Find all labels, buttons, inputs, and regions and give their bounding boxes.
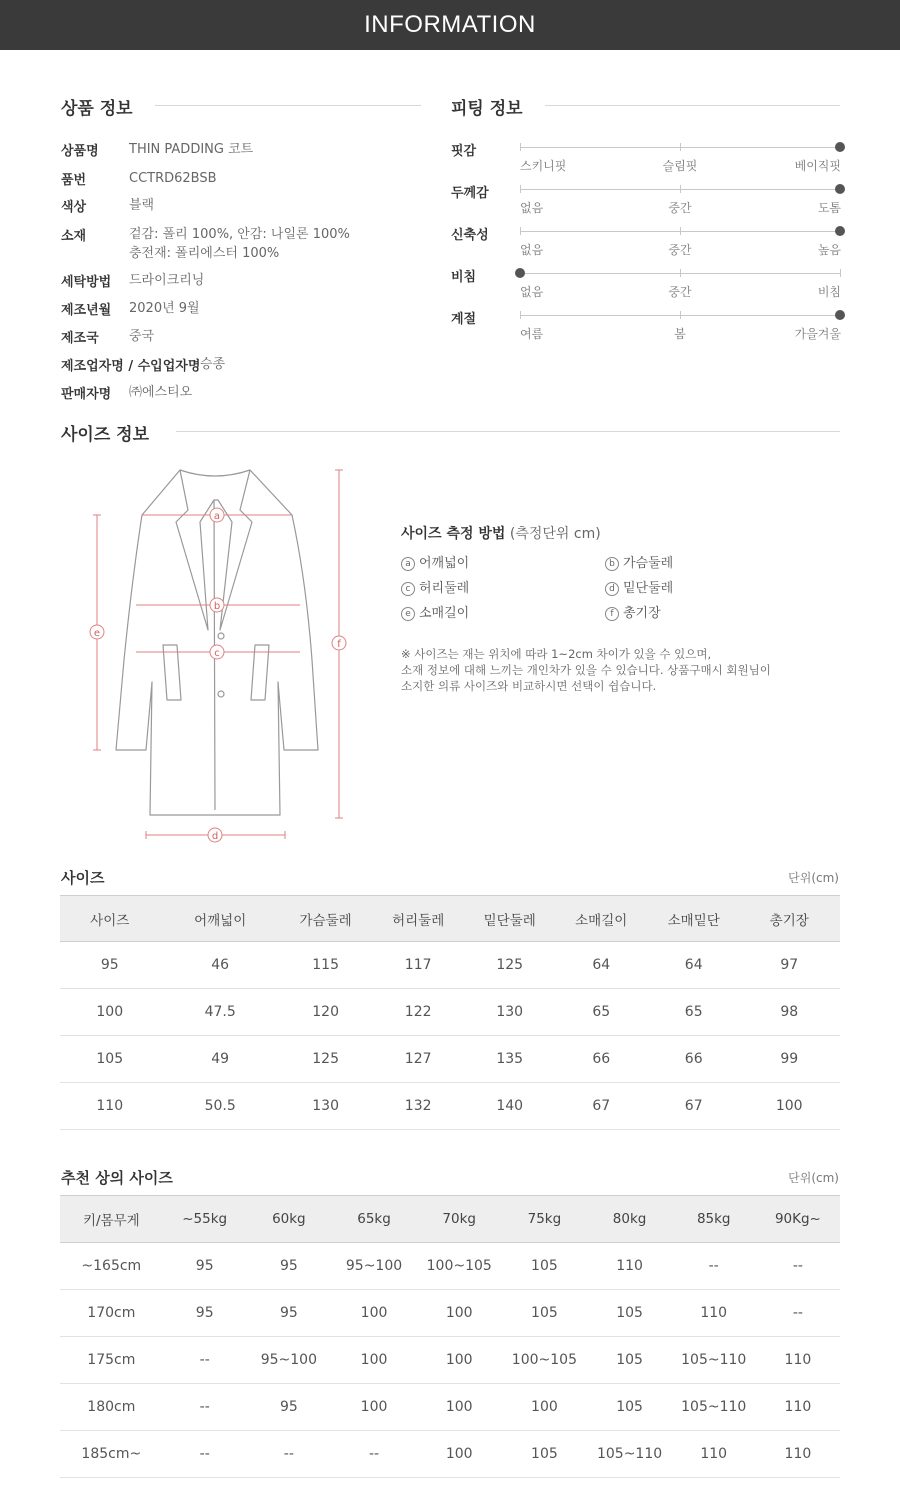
table-cell: 50.5: [159, 1083, 280, 1130]
table-cell: 105~110: [672, 1384, 756, 1431]
fit-scale-tick: [680, 311, 681, 319]
fit-scale-option: 중간: [668, 201, 692, 215]
table-cell: 100~105: [501, 1337, 587, 1384]
table-cell: 66: [554, 1036, 649, 1083]
recommend-table-unit: 단위(cm): [788, 1171, 839, 1185]
column-header: 85kg: [672, 1196, 756, 1243]
table-cell: 125: [281, 1036, 371, 1083]
measure-item: a 어깨넓이: [401, 552, 469, 571]
fit-scale-option: 높음: [817, 243, 841, 257]
measure-unit: (측정단위 cm): [509, 526, 601, 542]
table-cell: 180cm: [60, 1384, 163, 1431]
column-header: 소매길이: [554, 896, 649, 942]
table-cell: --: [163, 1384, 247, 1431]
table-cell: 115: [281, 942, 371, 989]
table-cell: 95~100: [331, 1243, 417, 1290]
column-header: 60kg: [247, 1196, 331, 1243]
table-cell: 65: [649, 989, 739, 1036]
fit-scale-indicator: [835, 184, 845, 194]
table-cell: 120: [281, 989, 371, 1036]
table-cell: 49: [159, 1036, 280, 1083]
fit-scale-option: 없음: [520, 201, 544, 215]
table-cell: 95: [247, 1243, 331, 1290]
fitting-info-divider: [545, 105, 840, 106]
product-info-title: 상품 정보: [61, 99, 133, 119]
size-info-title: 사이즈 정보: [61, 425, 150, 445]
table-cell: 98: [738, 989, 840, 1036]
marker-d-letter: d: [211, 831, 219, 842]
table-cell: 47.5: [159, 989, 280, 1036]
recommend-size-table: [60, 1195, 840, 1478]
table-cell: 100~105: [417, 1243, 501, 1290]
table-cell: 95: [60, 942, 159, 989]
table-cell: --: [331, 1431, 417, 1478]
info-value: CCTRD62BSB: [129, 171, 217, 186]
note-line: 소지한 의류 사이즈와 비교하시면 선택이 쉽습니다.: [401, 679, 657, 693]
fit-scale-option: 중간: [668, 285, 692, 299]
fit-scale-row: [451, 308, 841, 348]
table-cell: 64: [649, 942, 739, 989]
table-cell: 95: [163, 1290, 247, 1337]
column-header: 허리둘레: [370, 896, 466, 942]
measure-method-label: 사이즈 측정 방법: [401, 526, 506, 542]
fit-scale-tick: [520, 143, 521, 151]
info-value: ㈜에스티오: [129, 385, 193, 400]
table-cell: 110: [672, 1290, 756, 1337]
table-row: [60, 1290, 840, 1337]
info-key: 판매자명: [61, 387, 112, 402]
column-header: 소매밑단: [649, 896, 739, 942]
table-cell: 46: [159, 942, 280, 989]
fit-scale-tick: [680, 269, 681, 277]
fit-scale-track: [520, 147, 840, 148]
table-cell: 130: [281, 1083, 371, 1130]
fit-scale-option: 없음: [520, 243, 544, 257]
table-cell: 130: [466, 989, 554, 1036]
info-key: 제조업자명 / 수입업자명: [61, 359, 201, 374]
fit-scale-row: [451, 140, 841, 180]
table-cell: 110: [672, 1431, 756, 1478]
fit-scale-indicator: [515, 268, 525, 278]
note-line: 소재 정보에 대해 느끼는 개인차가 있을 수 있습니다. 상품구매시 회원님이: [401, 663, 771, 677]
info-key: 상품명: [61, 144, 99, 159]
table-row: [60, 989, 840, 1036]
table-cell: 95: [247, 1384, 331, 1431]
fit-scale-tick: [680, 227, 681, 235]
info-key: 세탁방법: [61, 275, 112, 290]
fit-scale-track: [520, 189, 840, 190]
fit-scale-option: 비침: [817, 285, 841, 299]
column-header: 75kg: [501, 1196, 587, 1243]
table-cell: 95: [247, 1290, 331, 1337]
fit-scale-indicator: [835, 226, 845, 236]
size-info-divider: [176, 431, 840, 432]
fit-scale-option: 도톰: [817, 201, 841, 215]
fit-scale-row: [451, 224, 841, 264]
info-value: 드라이크리닝: [129, 273, 205, 288]
table-cell: 95~100: [247, 1337, 331, 1384]
fit-scale-tick: [840, 269, 841, 277]
table-cell: 100: [417, 1431, 501, 1478]
table-cell: 117: [370, 942, 466, 989]
fit-scale-label: 두께감: [451, 186, 489, 201]
marker-f-letter: f: [337, 639, 341, 650]
column-header: 사이즈: [60, 896, 159, 942]
table-cell: 100: [738, 1083, 840, 1130]
measure-item: c 허리둘레: [401, 577, 469, 596]
fit-scale-label: 신축성: [451, 228, 489, 243]
table-cell: 110: [588, 1243, 672, 1290]
table-cell: 127: [370, 1036, 466, 1083]
measure-item: f 총기장: [605, 602, 661, 621]
table-cell: ~165cm: [60, 1243, 163, 1290]
table-cell: 135: [466, 1036, 554, 1083]
table-cell: 65: [554, 989, 649, 1036]
fit-scale-tick: [520, 185, 521, 193]
column-header: 90Kg~: [756, 1196, 840, 1243]
column-header: 키/몸무게: [60, 1196, 163, 1243]
table-cell: 99: [738, 1036, 840, 1083]
table-cell: 105: [501, 1290, 587, 1337]
table-row: [60, 1036, 840, 1083]
table-cell: 175cm: [60, 1337, 163, 1384]
table-cell: 95: [163, 1243, 247, 1290]
fit-scale-option: 가을겨울: [794, 327, 841, 341]
table-cell: 105~110: [672, 1337, 756, 1384]
table-cell: --: [756, 1290, 840, 1337]
table-cell: --: [163, 1337, 247, 1384]
table-cell: 110: [756, 1431, 840, 1478]
coat-measurement-diagram: [80, 460, 370, 855]
fit-scale-label: 비침: [451, 270, 477, 285]
fit-scale-option: 없음: [520, 285, 544, 299]
recommend-table-title: 추천 상의 사이즈: [61, 1169, 173, 1187]
size-table-title: 사이즈: [61, 869, 105, 887]
table-row: [60, 942, 840, 989]
table-cell: 100: [417, 1384, 501, 1431]
info-key: 제조국: [61, 331, 99, 346]
table-cell: 105: [501, 1431, 587, 1478]
table-cell: 125: [466, 942, 554, 989]
measure-item: b 가슴둘레: [605, 552, 673, 571]
marker-b-letter: b: [213, 601, 221, 612]
table-cell: 110: [756, 1337, 840, 1384]
measure-method-title: [401, 523, 601, 543]
table-cell: 67: [554, 1083, 649, 1130]
marker-e-letter: e: [93, 628, 101, 639]
marker-a-letter: a: [213, 511, 221, 522]
note-line: ※ 사이즈는 재는 위치에 따라 1~2cm 차이가 있을 수 있으며,: [401, 647, 712, 661]
info-key: 색상: [61, 200, 87, 215]
fit-scale-tick: [680, 185, 681, 193]
table-cell: 105: [60, 1036, 159, 1083]
table-cell: --: [756, 1243, 840, 1290]
fit-scale-row: [451, 266, 841, 306]
column-header: 80kg: [588, 1196, 672, 1243]
table-cell: 100: [417, 1337, 501, 1384]
table-cell: 110: [60, 1083, 159, 1130]
fit-scale-tick: [520, 311, 521, 319]
table-cell: 105: [588, 1337, 672, 1384]
table-cell: 122: [370, 989, 466, 1036]
table-cell: --: [163, 1431, 247, 1478]
fit-scale-option: 스키니핏: [520, 159, 567, 173]
info-key: 소재: [61, 229, 87, 244]
info-value: 겉감: 폴리 100%, 안감: 나일론 100%: [129, 227, 350, 242]
fit-scale-tick: [520, 227, 521, 235]
table-cell: 100: [60, 989, 159, 1036]
fit-scale-tick: [680, 143, 681, 151]
info-value-line2: 충전재: 폴리에스터 100%: [129, 246, 280, 261]
information-banner: [0, 0, 900, 50]
table-cell: 64: [554, 942, 649, 989]
fit-scale-track: [520, 273, 840, 274]
table-cell: 110: [756, 1384, 840, 1431]
table-cell: 185cm~: [60, 1431, 163, 1478]
fit-scale-indicator: [835, 310, 845, 320]
table-cell: 105: [588, 1384, 672, 1431]
info-key: 제조년월: [61, 303, 112, 318]
table-cell: 105: [588, 1290, 672, 1337]
table-cell: 105~110: [588, 1431, 672, 1478]
fit-scale-option: 여름: [520, 327, 544, 341]
info-value: 블랙: [129, 198, 155, 213]
measure-item: e 소매길이: [401, 602, 469, 621]
table-cell: 100: [501, 1384, 587, 1431]
fit-scale-label: 핏감: [451, 144, 477, 159]
marker-c-letter: c: [214, 648, 220, 659]
size-table: [60, 895, 840, 1130]
size-table-unit: 단위(cm): [788, 871, 839, 885]
table-row: [60, 1384, 840, 1431]
measure-item: d 밑단둘레: [605, 577, 673, 596]
product-info-divider: [155, 105, 421, 106]
column-header: 밑단둘레: [466, 896, 554, 942]
info-value: 2020년 9월: [129, 301, 200, 316]
table-cell: 100: [331, 1290, 417, 1337]
column-header: 70kg: [417, 1196, 501, 1243]
fit-scale-label: 계절: [451, 312, 477, 327]
fit-scale-track: [520, 231, 840, 232]
fit-scale-option: 베이직핏: [794, 159, 841, 173]
table-cell: 66: [649, 1036, 739, 1083]
fit-scale-row: [451, 182, 841, 222]
column-header: 어깨넓이: [159, 896, 280, 942]
fit-scale-track: [520, 315, 840, 316]
table-cell: 132: [370, 1083, 466, 1130]
info-key: 품번: [61, 173, 87, 188]
table-cell: 105: [501, 1243, 587, 1290]
table-cell: 140: [466, 1083, 554, 1130]
table-cell: 170cm: [60, 1290, 163, 1337]
info-value: 승종: [200, 357, 226, 372]
column-header: 총기장: [738, 896, 840, 942]
table-cell: 100: [331, 1384, 417, 1431]
measure-note: [401, 646, 771, 694]
table-cell: --: [672, 1243, 756, 1290]
column-header: 65kg: [331, 1196, 417, 1243]
fit-scale-option: 봄: [674, 327, 686, 341]
fit-scale-option: 중간: [668, 243, 692, 257]
table-cell: 97: [738, 942, 840, 989]
table-cell: 100: [417, 1290, 501, 1337]
table-cell: 100: [331, 1337, 417, 1384]
table-row: [60, 1431, 840, 1478]
fit-scale-option: 슬림핏: [662, 159, 698, 173]
info-value: THIN PADDING 코트: [129, 142, 254, 157]
banner-title: INFORMATION: [364, 11, 536, 38]
table-cell: --: [247, 1431, 331, 1478]
fit-scale-indicator: [835, 142, 845, 152]
table-row: [60, 1337, 840, 1384]
table-row: [60, 1243, 840, 1290]
column-header: ~55kg: [163, 1196, 247, 1243]
column-header: 가슴둘레: [281, 896, 371, 942]
fitting-info-title: 피팅 정보: [451, 99, 523, 119]
info-value: 중국: [129, 329, 155, 344]
table-row: [60, 1083, 840, 1130]
table-cell: 67: [649, 1083, 739, 1130]
